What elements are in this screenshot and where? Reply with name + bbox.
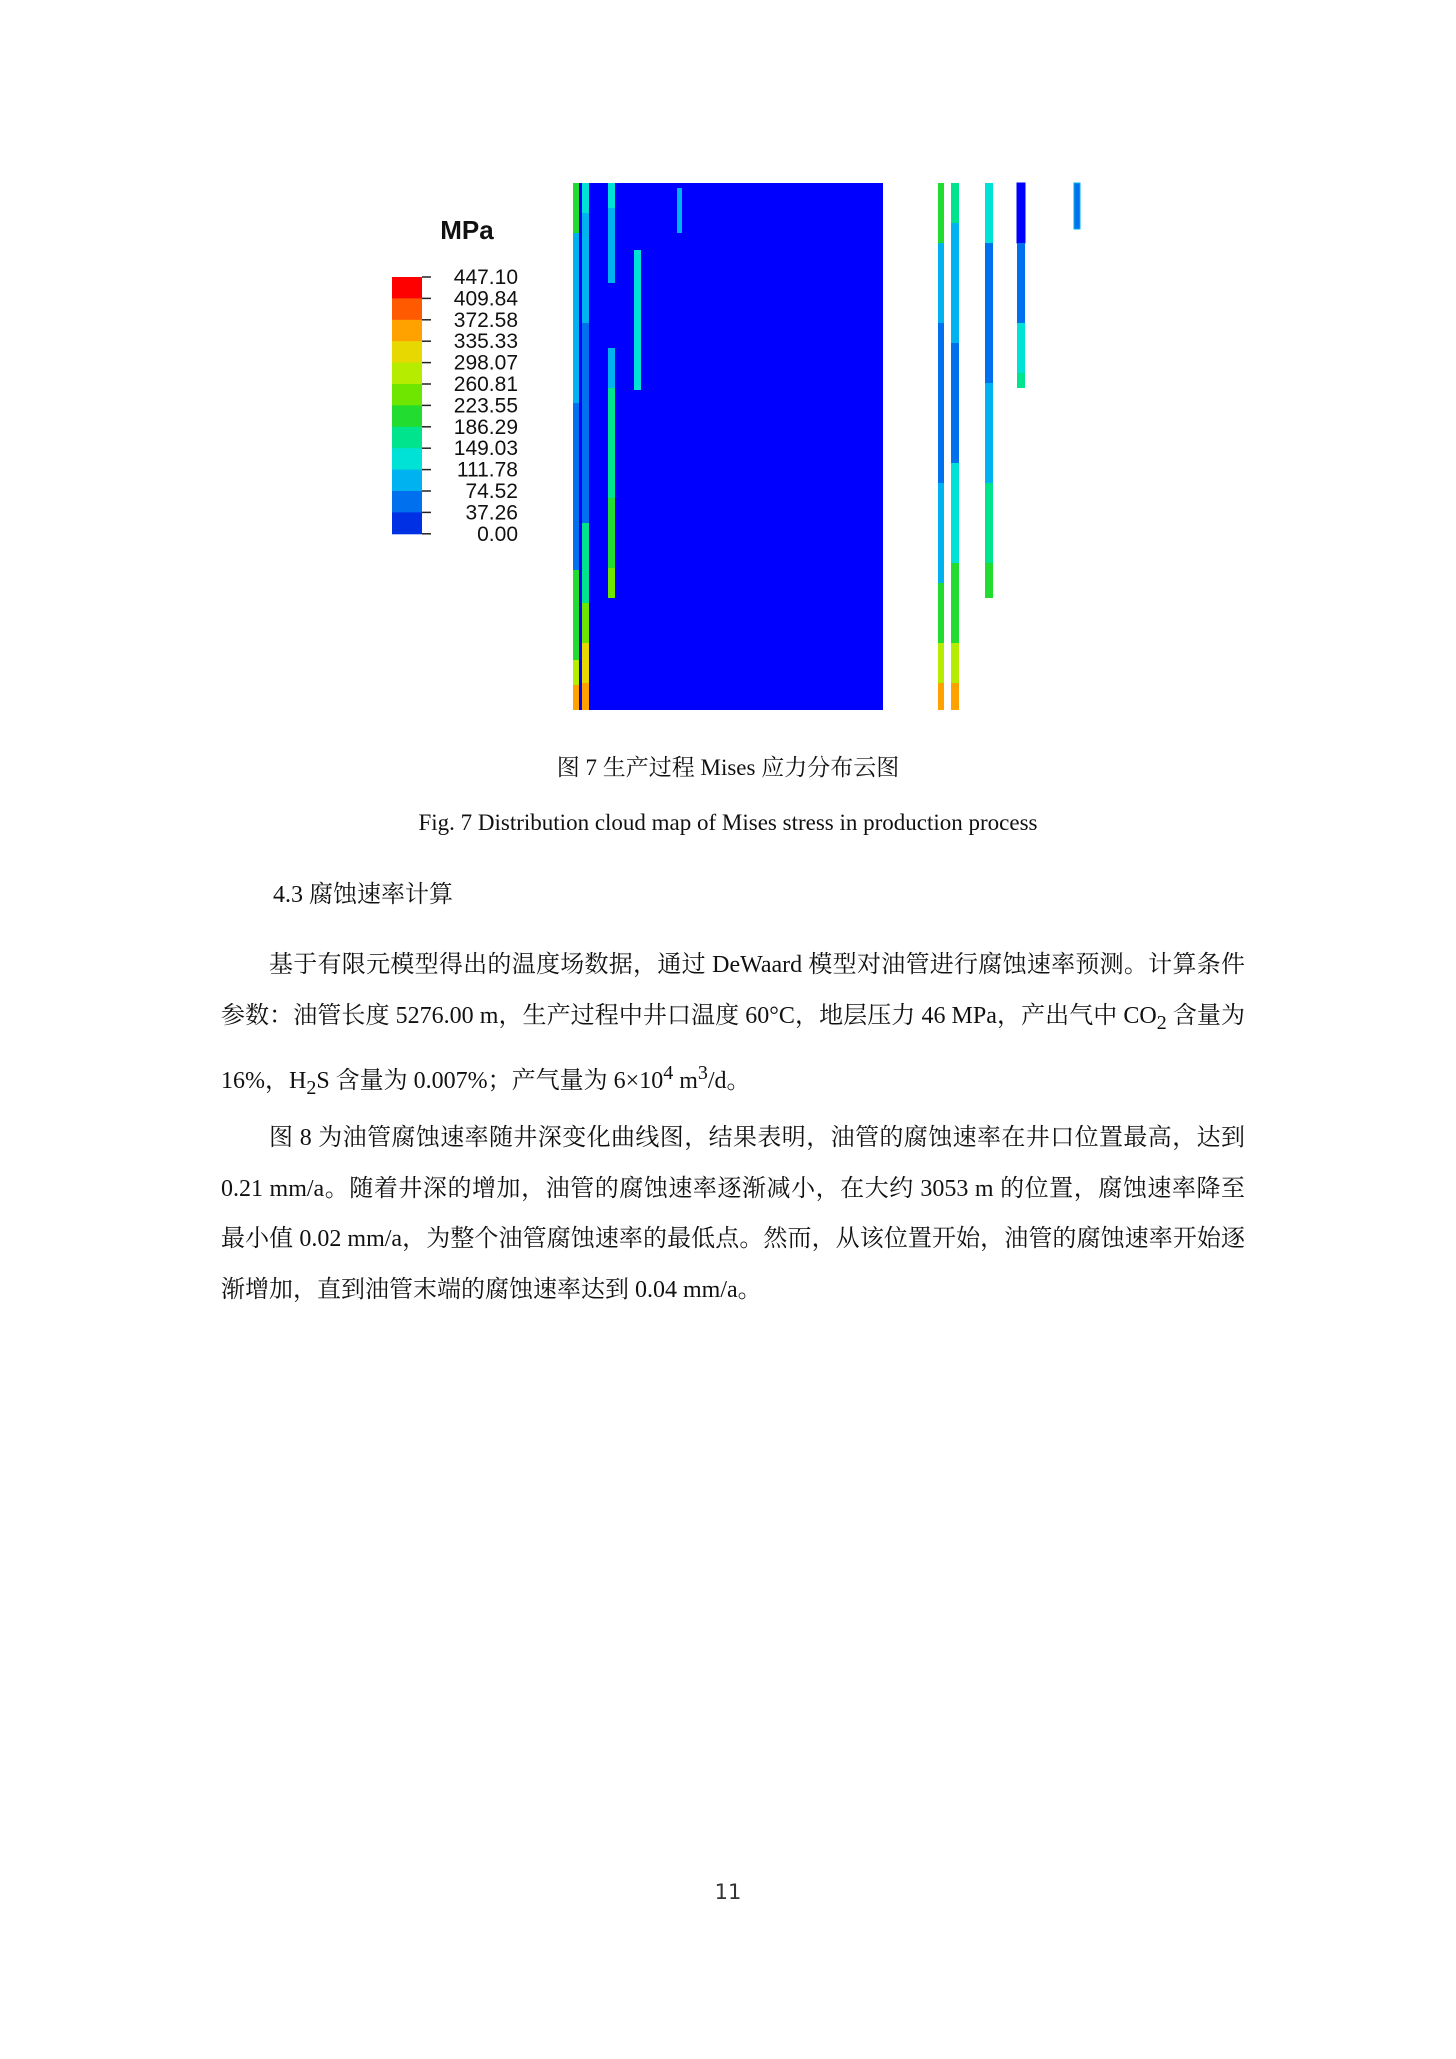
body-text [221,940,1245,1315]
legend-swatch [392,298,422,320]
stress-contour-plot [573,183,1080,710]
legend-tick-label: 223.55 [453,394,518,418]
legend-swatch [392,341,422,363]
legend-tick-label: 0.00 [477,522,518,546]
legend-color-bar [392,277,422,534]
right-strip-2 [951,183,959,710]
legend-tick-label: 298.07 [453,351,518,375]
legend-tick-label: 372.58 [453,308,518,332]
legend-tick-label: 447.10 [453,266,518,289]
legend-swatch [392,512,422,534]
stress-contour-figure [0,0,1456,730]
legend-tick-label: 111.78 [456,458,518,482]
left-strip-b [582,183,589,710]
legend-tick-label: 37.26 [465,501,518,525]
casing-contour-block [573,183,883,710]
right-strip-5 [1074,183,1080,229]
figure-caption-cn: 图 7 生产过程 Mises 应力分布云图 [556,755,900,780]
legend-unit: MPa [440,215,494,245]
section-heading: 4.3 腐蚀速率计算 [273,882,453,908]
left-strip-c [608,183,615,598]
paragraph-1: 基于有限元模型得出的温度场数据，通过 DeWaard 模型对油管进行腐蚀速率预测。计算条件参数：油管长度 5276.00 m，生产过程中井口温度 60°C，地层压力 46 MPa，产出气中 $CO_2$ 含量为 16%，$H_2S$ 含量为 0.007%；产气量为 $6\times 10^4$ $m^3/d$。 [221,952,1245,1099]
right-strip-4 [1017,183,1025,388]
right-strip-1 [938,183,944,710]
right-strip-3 [985,183,993,598]
legend-tick-label: 260.81 [453,373,518,396]
paragraph-2: 图 8 为油管腐蚀速率随井深变化曲线图，结果表明，油管的腐蚀速率在井口位置最高，达到 0.21 mm/a。随着井深的增加，油管的腐蚀速率逐渐减小，在大约 3053 m 的位置，腐蚀速率降至最小值 0.02 mm/a，为整个油管腐蚀速率的最低点。然而，从该位置开始，油管的腐蚀速率开始逐渐增加，直到油管末端的腐蚀速率达到 0.04 mm/a。 [221,1125,1245,1303]
page-number: 11 [714,1880,742,1904]
legend-swatch [392,427,422,449]
legend-tick-label: 409.84 [453,287,518,311]
left-strip-a [573,183,579,710]
legend-swatch [392,491,422,513]
legend-swatch [392,363,422,385]
legend-swatch [392,320,422,342]
figure-caption-en: Fig. 7 Distribution cloud map of Mises stress in production process [418,810,1038,835]
legend-swatch [392,448,422,470]
legend-swatch [392,470,422,492]
legend-tick-label: 149.03 [453,437,518,461]
left-strip-d [634,250,641,390]
legend-swatch [392,405,422,427]
left-strip-e [677,188,682,233]
legend-swatch [392,384,422,406]
legend-tick-label: 186.29 [453,415,518,439]
legend-tick-labels [422,266,518,546]
legend-swatch [392,277,422,299]
legend-tick-label: 335.33 [453,330,518,354]
legend-tick-label: 74.52 [465,480,518,503]
